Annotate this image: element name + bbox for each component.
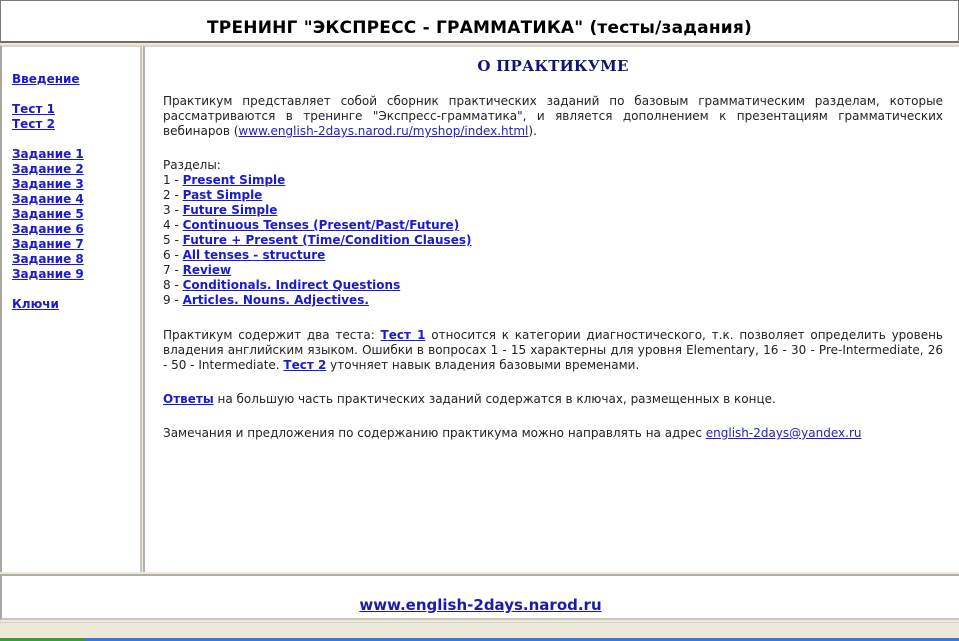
sections-label: Разделы:	[163, 158, 221, 172]
list-item: 3 - Future Simple	[163, 203, 278, 217]
nav-link-task-5[interactable]: Задание 5	[12, 207, 84, 221]
section-link-continuous-tenses[interactable]: Continuous Tenses (Present/Past/Future)	[182, 218, 460, 232]
nav-link-task-6[interactable]: Задание 6	[12, 222, 84, 236]
section-link-conditionals[interactable]: Conditionals. Indirect Questions	[182, 278, 401, 292]
header-frame	[0, 0, 959, 43]
feedback-email-link[interactable]: english-2days@yandex.ru	[705, 426, 862, 440]
section-link-review[interactable]: Review	[182, 263, 232, 277]
section-link-all-tenses[interactable]: All tenses - structure	[182, 248, 326, 262]
list-item: 5 - Future + Present (Time/Condition Clauses)	[163, 233, 472, 247]
tests-paragraph: Практикум содержит два теста: Тест 1 относится к категории диагностического, т.к. позволяет определить уровень владения английским языком. Ошибки в вопросах 1 - 15 характерны для уровня Elementary, 16 - 30 - Pre-Intermediate, 26 - 50 - Intermediate. Тест 2 уточняет навык владения базовыми временами.	[163, 328, 943, 372]
content-frame	[143, 45, 959, 572]
myshop-link[interactable]: www.english-2days.narod.ru/myshop/index.html	[238, 124, 529, 138]
nav-link-task-7[interactable]: Задание 7	[12, 237, 84, 251]
nav-link-test-2[interactable]: Тест 2	[12, 117, 55, 131]
list-item: 9 - Articles. Nouns. Adjectives.	[163, 293, 369, 307]
nav-link-task-9[interactable]: Задание 9	[12, 267, 84, 281]
section-link-articles[interactable]: Articles. Nouns. Adjectives.	[182, 293, 369, 307]
list-item: 1 - Present Simple	[163, 173, 286, 187]
nav-link-keys[interactable]: Ключи	[12, 297, 59, 311]
sidebar-nav	[12, 72, 84, 312]
footer-frame	[0, 574, 959, 620]
list-item: 7 - Review	[163, 263, 232, 277]
site-home-link[interactable]: www.english-2days.narod.ru	[359, 596, 602, 614]
browser-status-strip	[0, 622, 959, 639]
footer	[2, 596, 959, 614]
section-link-present-simple[interactable]: Present Simple	[182, 173, 286, 187]
list-item: 6 - All tenses - structure	[163, 248, 326, 262]
list-item: 8 - Conditionals. Indirect Questions	[163, 278, 401, 292]
intro-paragraph: Практикум представляет собой сборник практических заданий по базовым грамматическим разделам, которые рассматриваются в тренинге "Экспресс-грамматика", и является дополнением к презентациям грамматических вебинаров (www.english-2days.narod.ru/myshop/index.html).	[163, 94, 943, 138]
section-link-past-simple[interactable]: Past Simple	[182, 188, 263, 202]
section-link-future-simple[interactable]: Future Simple	[182, 203, 278, 217]
section-link-future-present[interactable]: Future + Present (Time/Condition Clauses)	[182, 233, 472, 247]
page-title: ТРЕНИНГ "ЭКСПРЕСС - ГРАММАТИКА" (тесты/задания)	[207, 18, 752, 38]
nav-link-task-8[interactable]: Задание 8	[12, 252, 84, 266]
test-1-link[interactable]: Тест 1	[380, 328, 426, 342]
section-heading: О ПРАКТИКУМЕ	[477, 57, 629, 75]
nav-link-task-2[interactable]: Задание 2	[12, 162, 84, 176]
nav-link-intro[interactable]: Введение	[12, 72, 80, 86]
nav-link-task-4[interactable]: Задание 4	[12, 192, 84, 206]
test-2-link[interactable]: Тест 2	[283, 358, 327, 372]
nav-link-task-1[interactable]: Задание 1	[12, 147, 84, 161]
list-item: 2 - Past Simple	[163, 188, 263, 202]
answers-paragraph: Ответы на большую часть практических заданий содержатся в ключах, размещенных в конце.	[163, 392, 776, 406]
main-content	[163, 47, 943, 441]
feedback-paragraph: Замечания и предложения по содержанию практикума можно направлять на адрес english-2days@yandex.ru	[163, 426, 862, 440]
nav-frame	[0, 45, 142, 572]
sections-list	[163, 158, 943, 308]
list-item: 4 - Continuous Tenses (Present/Past/Future)	[163, 218, 460, 232]
answers-link[interactable]: Ответы	[163, 392, 214, 406]
nav-link-test-1[interactable]: Тест 1	[12, 102, 55, 116]
nav-link-task-3[interactable]: Задание 3	[12, 177, 84, 191]
